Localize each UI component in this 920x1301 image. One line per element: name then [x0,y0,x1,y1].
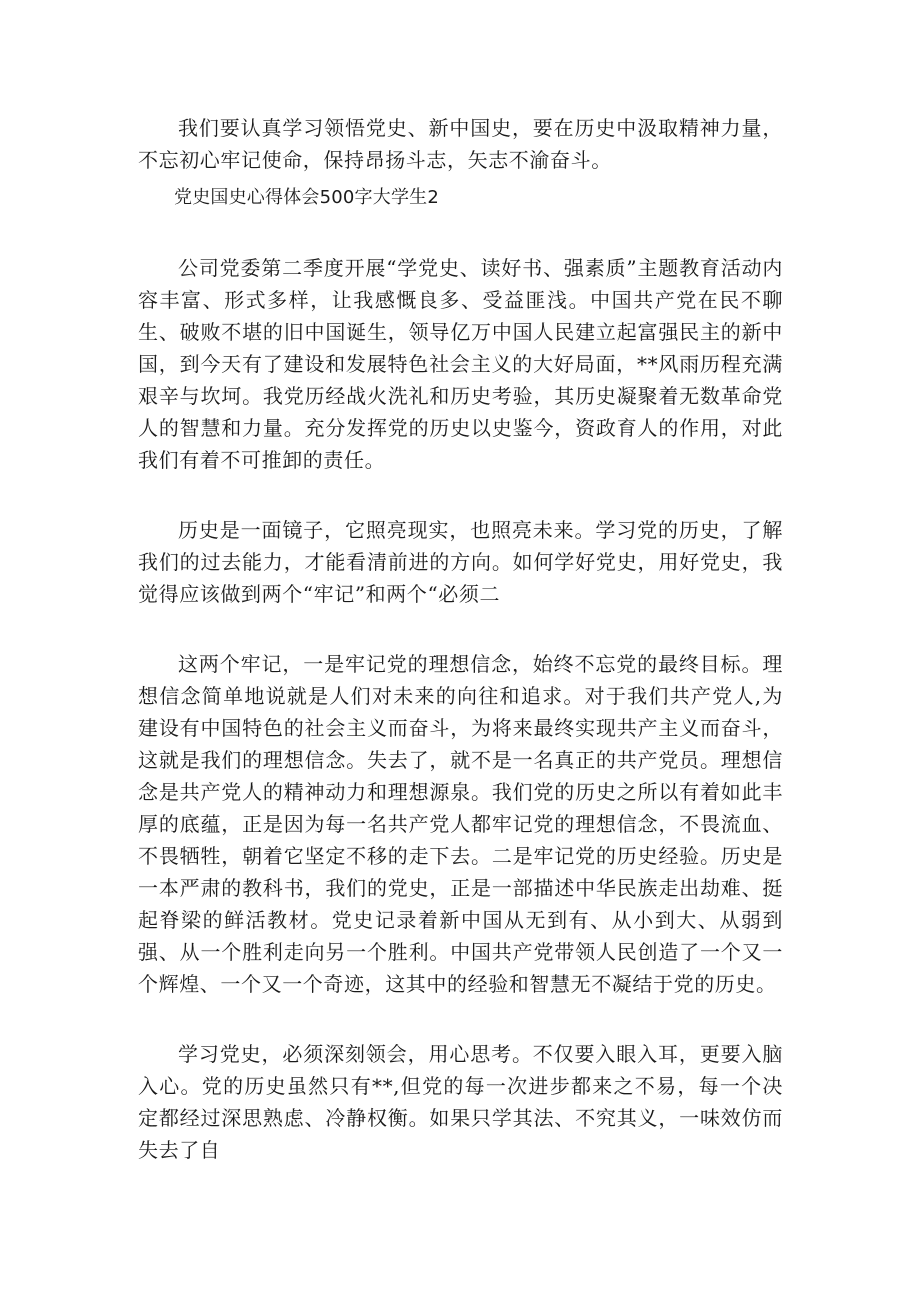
paragraph-3: 历史是一面镜子，它照亮现实，也照亮未来。学习党的历史，了解我们的过去能力，才能看清前进的方向。如何学好党史，用好党史，我觉得应该做到两个“牢记”和两个“必须二 [138,518,783,606]
paragraph-1: 我们要认真学习领悟党史、新中国史，要在历史中汲取精神力量，不忘初心牢记使命，保持昂扬斗志，矢志不渝奋斗。 [138,116,783,172]
document-body [138,112,783,1166]
paragraph-5: 学习党史，必须深刻领会，用心思考。不仅要入眼入耳，更要入脑入心。党的历史虽然只有**,但党的每一次进步都来之不易，每一个决定都经过深思熟虑、冷静权衡。如果只学其法、不究其义，一味效仿而失去了自 [138,1042,783,1162]
paragraph-4: 这两个牢记，一是牢记党的理想信念，始终不忘党的最终目标。理想信念简单地说就是人们对未来的向往和追求。对于我们共产党人,为建设有中国特色的社会主义而奋斗，为将来最终实现共产主义而奋斗，这就是我们的理想信念。失去了，就不是一名真正的共产党员。理想信念是共产党人的精神动力和理想源泉。我们党的历史之所以有着如此丰厚的底蕴，正是因为每一名共产党人都牢记党的理想信念，不畏流血、不畏牺牲，朝着它坚定不移的走下去。二是牢记党的历史经验。历史是一本严肃的教科书，我们的党史，正是一部描述中华民族走出劫难、挺起脊梁的鲜活教材。党史记录着新中国从无到有、从小到大、从弱到强、从一个胜利走向另一个胜利。中国共产党带领人民创造了一个又一个辉煌、一个又一个奇迹，这其中的经验和智慧无不凝结于党的历史。 [138,652,783,996]
paragraph-2: 公司党委第二季度开展“学党史、读好书、强素质”主题教育活动内容丰富、形式多样，让我感慨良多、受益匪浅。中国共产党在民不聊生、破败不堪的旧中国诞生，领导亿万中国人民建立起富强民主的新中国，到今天有了建设和发展特色社会主义的大好局面，**风雨历程充满艰辛与坎坷。我党历经战火洗礼和历史考验，其历史凝聚着无数革命党人的智慧和力量。充分发挥党的历史以史鉴今，资政育人的作用，对此我们有着不可推卸的责任。 [138,256,783,472]
section-heading: 党史国史心得体会500字大学生2 [174,187,440,208]
